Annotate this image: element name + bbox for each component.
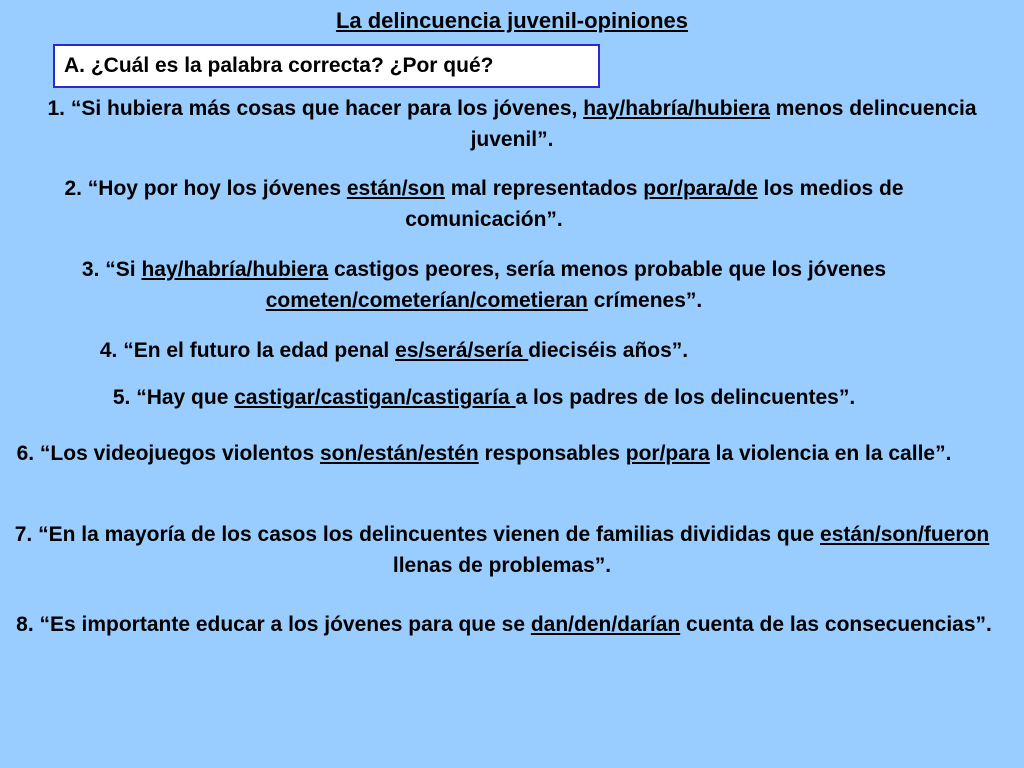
- item-text: 7. “En la mayoría de los casos los delincuentes vienen de familias divididas que: [14, 523, 821, 546]
- item-text: 8. “Es importante educar a los jóvenes para que se: [16, 613, 531, 636]
- exercise-item-6: [14, 438, 954, 469]
- item-text: menos delincuencia juvenil”.: [470, 97, 977, 151]
- exercise-item-8: [14, 609, 994, 640]
- word-options: están/son/fueron: [820, 523, 990, 546]
- item-text: 4. “En el futuro la edad penal: [99, 339, 396, 362]
- word-options: son/están/estén: [319, 442, 479, 465]
- item-text: crímenes”.: [587, 289, 703, 312]
- item-text: 5. “Hay que: [112, 386, 235, 409]
- item-text: los medios de comunicación”.: [405, 177, 904, 231]
- exercise-item-2: [14, 173, 954, 235]
- item-text: mal representados: [444, 177, 644, 200]
- item-text: 2. “Hoy por hoy los jóvenes: [64, 177, 347, 200]
- question-box: A. ¿Cuál es la palabra correcta? ¿Por qué?: [53, 44, 600, 88]
- item-text: 1. “Si hubiera más cosas que hacer para los jóvenes,: [47, 97, 584, 120]
- item-text: 6. “Los videojuegos violentos: [16, 442, 320, 465]
- word-options: cometen/cometerían/cometieran: [265, 289, 588, 312]
- exercise-item-7: [0, 519, 1004, 581]
- item-text: cuenta de las consecuencias”.: [680, 613, 992, 636]
- item-text: dieciséis años”.: [528, 339, 689, 362]
- word-options: hay/habría/hubiera: [141, 258, 329, 281]
- exercise-item-5: [24, 382, 944, 413]
- exercise-item-3: [14, 254, 954, 316]
- item-text: castigos peores, sería menos probable que los jóvenes: [328, 258, 887, 281]
- word-options: por/para/de: [643, 177, 758, 200]
- item-text: responsables: [478, 442, 626, 465]
- item-text: la violencia en la calle”.: [709, 442, 952, 465]
- exercise-item-1: [14, 93, 1010, 155]
- word-options: hay/habría/hubiera: [583, 97, 770, 120]
- exercise-item-4: [24, 335, 764, 366]
- item-text: 3. “Si: [81, 258, 142, 281]
- word-options: están/son: [346, 177, 445, 200]
- word-options: castigar/castigan/castigaría: [234, 386, 516, 409]
- word-options: dan/den/darían: [530, 613, 681, 636]
- slide-title: La delincuencia juvenil-opiniones: [335, 8, 689, 33]
- item-text: llenas de problemas”.: [392, 554, 612, 577]
- word-options: es/será/sería: [395, 339, 529, 362]
- item-text: a los padres de los delincuentes”.: [515, 386, 856, 409]
- word-options: por/para: [625, 442, 710, 465]
